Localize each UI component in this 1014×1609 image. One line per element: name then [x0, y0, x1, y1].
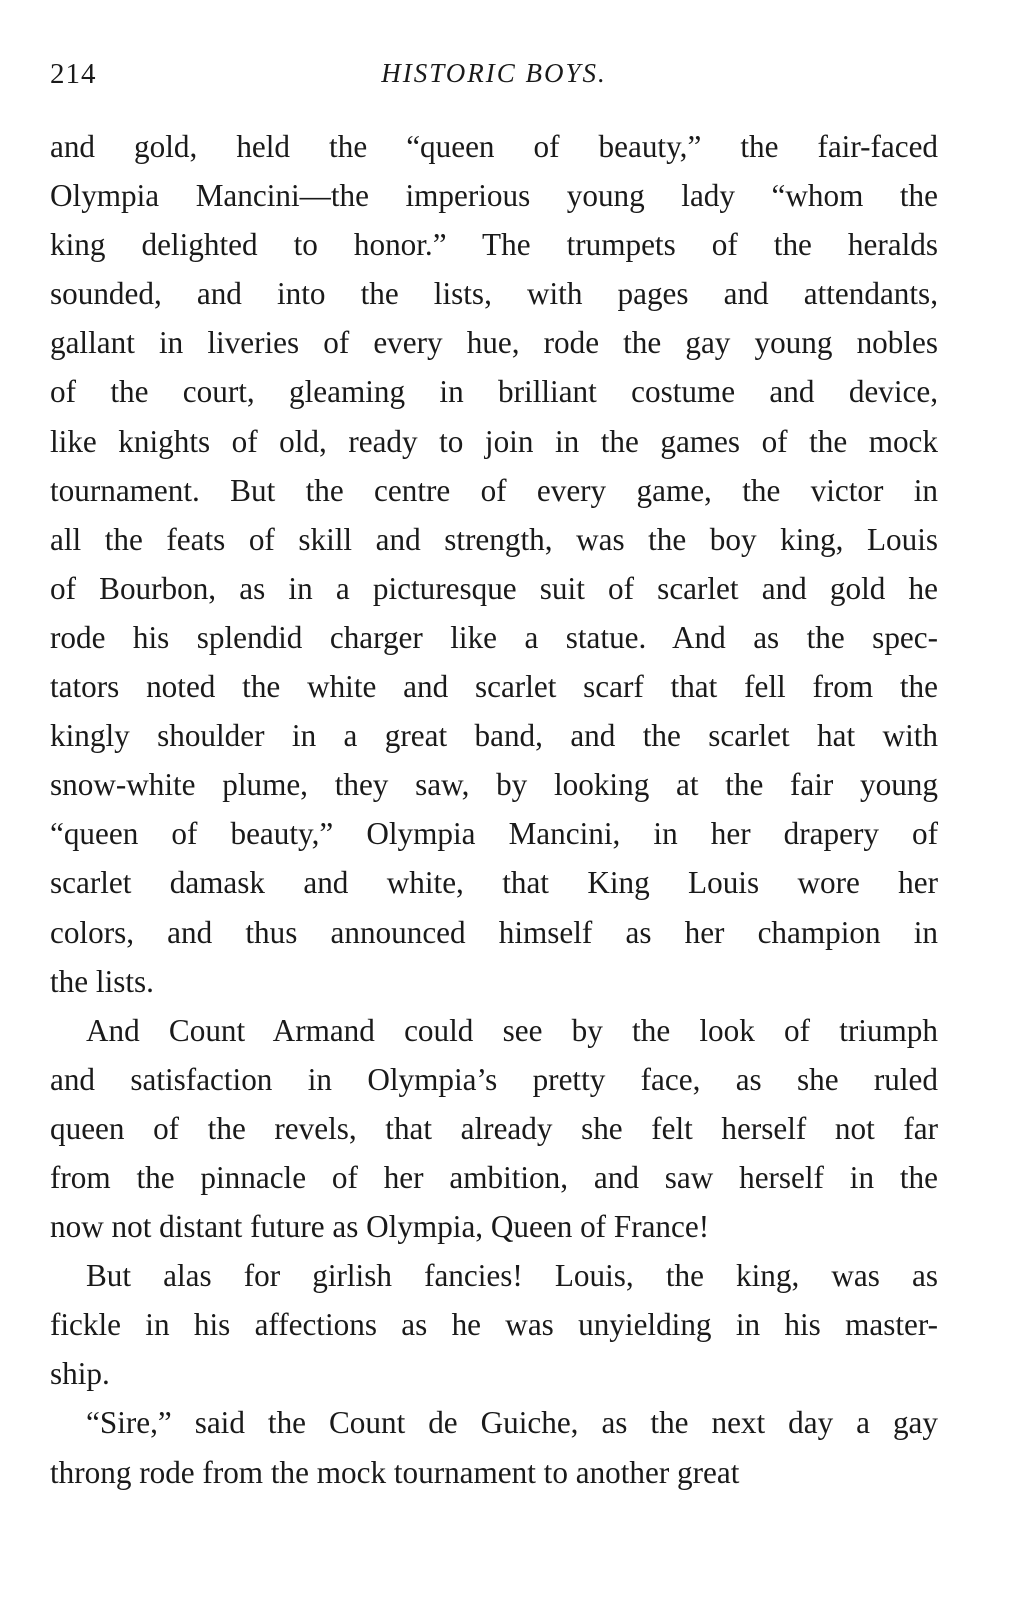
paragraph	[50, 122, 938, 1006]
text-line: of Bourbon, as in a picturesque suit of scarlet and gold he	[50, 570, 938, 606]
text-line: the lists.	[50, 963, 154, 999]
paragraph	[50, 1398, 938, 1496]
text-line: and gold, held the “queen of beauty,” the fair-faced	[50, 129, 938, 164]
text-line: throng rode from the mock tournament to another great	[50, 1454, 740, 1490]
text-line: fickle in his affections as he was unyielding in his master-	[50, 1307, 938, 1343]
text-line: scarlet damask and white, that King Louis wore her	[50, 865, 938, 901]
text-line: kingly shoulder in a great band, and the scarlet hat with	[50, 718, 938, 754]
text-line: like knights of old, ready to join in the games of the mock	[50, 423, 938, 459]
text-line: “Sire,” said the Count de Guiche, as the next day a gay	[86, 1405, 938, 1441]
text-line: now not distant future as Olympia, Queen of France!	[50, 1209, 710, 1245]
paragraph	[50, 1006, 938, 1251]
page-header	[50, 58, 938, 98]
text-line: colors, and thus announced himself as her champion in	[50, 914, 938, 950]
text-line: all the feats of skill and strength, was the boy king, Louis	[50, 521, 938, 557]
page-number: 214	[50, 58, 97, 90]
text-line: from the pinnacle of her ambition, and saw herself in the	[50, 1159, 938, 1195]
text-line: king delighted to honor.” The trumpets of the heralds	[50, 227, 938, 263]
running-title: HISTORIC BOYS.	[381, 58, 607, 88]
text-line: sounded, and into the lists, with pages and attendants,	[50, 276, 938, 312]
text-line: of the court, gleaming in brilliant costume and device,	[50, 374, 938, 410]
text-line: gallant in liveries of every hue, rode the gay young nobles	[50, 325, 938, 361]
text-line: And Count Armand could see by the look of triumph	[86, 1012, 938, 1048]
text-line: and satisfaction in Olympia’s pretty face, as she ruled	[50, 1061, 938, 1097]
text-line: ship.	[50, 1356, 110, 1392]
text-line: tators noted the white and scarlet scarf that fell from the	[50, 669, 938, 705]
text-line: But alas for girlish fancies! Louis, the king, was as	[86, 1258, 938, 1294]
paragraph	[50, 1251, 938, 1398]
text-line: “queen of beauty,” Olympia Mancini, in her drapery of	[50, 816, 938, 852]
text-line: snow-white plume, they saw, by looking at the fair young	[50, 767, 938, 803]
body-text	[50, 122, 938, 1497]
text-line: Olympia Mancini—the imperious young lady “whom the	[50, 178, 938, 214]
text-line: rode his splendid charger like a statue. And as the spec-	[50, 619, 938, 655]
text-line: queen of the revels, that already she felt herself not far	[50, 1110, 938, 1146]
text-line: tournament. But the centre of every game, the victor in	[50, 472, 938, 508]
